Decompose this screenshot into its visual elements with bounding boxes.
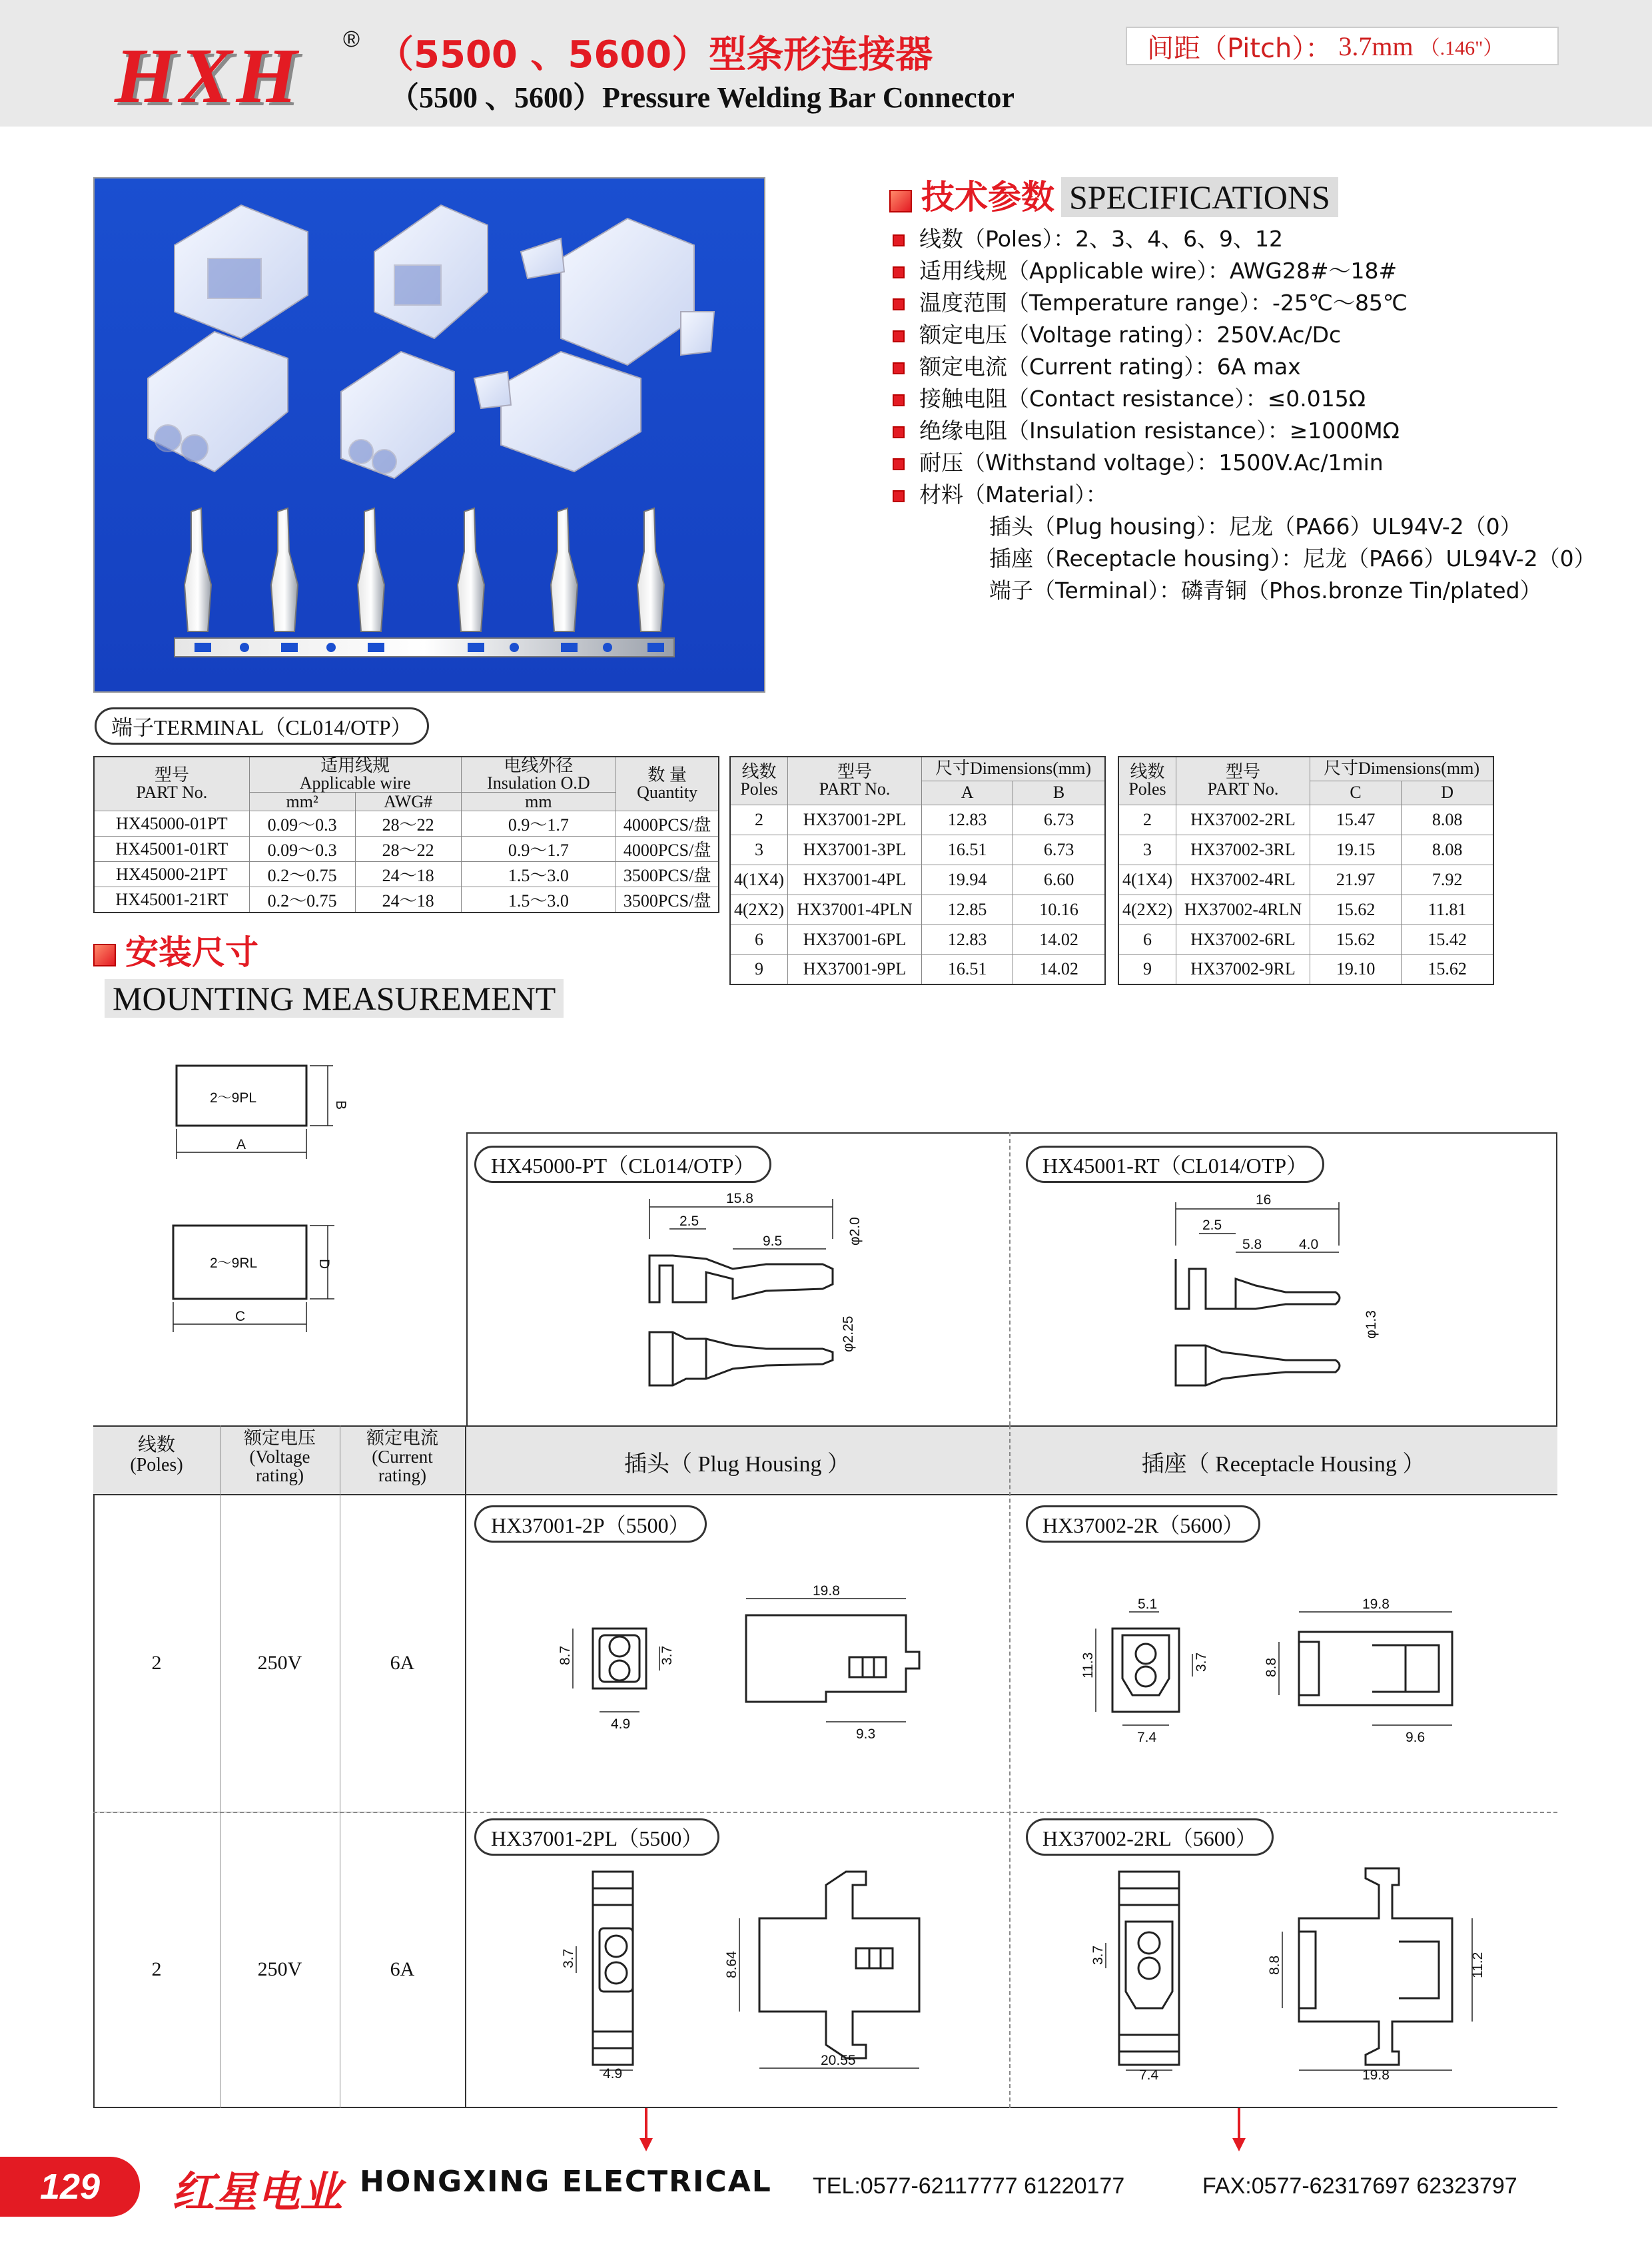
col-c: C (1310, 781, 1402, 805)
table-row: 2 HX37002-2RL 15.47 8.08 (1118, 805, 1493, 835)
dim-text: 4.9 (611, 1716, 631, 1732)
dim-text: 5.1 (1138, 1597, 1158, 1612)
table-row: HX45000-21PT 0.2～0.75 24～18 1.5～3.0 3500PCS/盘 (94, 862, 719, 887)
dim-text: 5.8 (1242, 1237, 1262, 1252)
terminal-drawing-rt (1169, 1186, 1422, 1412)
dim-text: 15.8 (726, 1191, 753, 1206)
plug-dimension-table (729, 756, 1106, 985)
bullet-icon (893, 362, 905, 374)
dim-text: 8.7 (558, 1645, 573, 1665)
table-row: HX45000-01PT 0.09～0.3 28～22 0.9～1.7 4000PCS/盘 (94, 811, 719, 837)
row1-voltage: 250V (257, 1652, 302, 1674)
spec-item: 额定电压（Voltage rating）：250V.Ac/Dc (893, 319, 1596, 351)
mounting-title-en: MOUNTING MEASUREMENT (105, 979, 564, 1018)
mount-box-plug-label: 2～9PL (210, 1090, 257, 1106)
mounting-title-cn: 安装尺寸 (93, 926, 258, 974)
mounting-diagram (160, 1059, 360, 1339)
col-part: 型号 PART No. (788, 757, 922, 805)
bullet-icon (893, 426, 905, 438)
terminal-drawing-label-right: HX45001-RT（CL014/OTP） (1026, 1146, 1324, 1183)
dim-text: 19.8 (1362, 1597, 1390, 1612)
specifications-title (889, 171, 1338, 218)
table-row: 2 HX37001-2PL 12.83 6.73 (730, 805, 1105, 835)
col-qty: 数 量 Quantity (616, 757, 719, 811)
col-od: 电线外径 Insulation O.D (461, 757, 616, 793)
dim-text: φ1.3 (1364, 1310, 1379, 1339)
table-row: 9 HX37002-9RL 19.10 15.62 (1118, 954, 1493, 984)
material-item: 插座（Receptacle housing）：尼龙（PA66）UL94V-2（0） (989, 546, 1596, 571)
dim-text: 3.7 (659, 1645, 675, 1665)
bullet-icon (893, 394, 905, 406)
dim-text: 9.5 (763, 1234, 783, 1249)
dim-text: 7.4 (1137, 1730, 1157, 1745)
receptacle-drawing-2rl (1079, 1858, 1539, 2085)
row2-plug-label: HX37001-2PL（5500） (474, 1818, 719, 1856)
col-mm2: mm² (249, 793, 355, 811)
terminal-drawing-pt (633, 1186, 886, 1412)
title-chinese: （5500 、5600）型条形连接器 (376, 33, 933, 77)
terminal-drawing-label-left: HX45000-PT（CL014/OTP） (474, 1146, 771, 1183)
dim-text: 2.5 (679, 1214, 699, 1229)
col-divider (465, 1425, 466, 2108)
col-part: 型号 PART No. (1176, 757, 1310, 805)
registered-mark: ® (343, 27, 360, 52)
dim-text: 3.7 (1090, 1945, 1106, 1965)
table-row: 4(2X2) HX37001-4PLN 12.85 10.16 (730, 895, 1105, 925)
col-divider (1009, 1425, 1011, 2108)
bullet-square-icon (93, 944, 116, 966)
receptacle-dimension-table (1118, 756, 1494, 985)
row1-current: 6A (390, 1652, 415, 1674)
table-row: 3 HX37001-3PL 16.51 6.73 (730, 835, 1105, 865)
bullet-icon (893, 458, 905, 470)
header-poles: 线数 (Poles) (130, 1435, 183, 1475)
mount-dim-b: B (333, 1100, 348, 1110)
table-row: 9 HX37001-9PL 16.51 14.02 (730, 954, 1105, 984)
header-plug-housing: 插头（ Plug Housing ） (623, 1452, 851, 1477)
pitch-value: 3.7mm (1338, 31, 1414, 61)
spec-item: 材料（Material）： (893, 479, 1596, 511)
pitch-box (1126, 27, 1559, 65)
col-poles: 线数 Poles (730, 757, 788, 805)
dim-text: 2.5 (1202, 1218, 1222, 1233)
dim-text: 8.8 (1264, 1657, 1279, 1677)
col-dimensions: 尺寸Dimensions(mm) (922, 757, 1106, 781)
row1-plug-label: HX37001-2P（5500） (474, 1505, 707, 1543)
row2-poles: 2 (151, 1958, 162, 1980)
arrow-down-icon (1229, 2108, 1249, 2155)
spec-item: 接触电阻（Contact resistance）：≤0.015Ω (893, 383, 1596, 415)
mount-dim-a: A (236, 1137, 246, 1152)
col-poles: 线数 Poles (1118, 757, 1176, 805)
brand-logo: HXH (115, 32, 302, 119)
col-awg: AWG# (355, 793, 461, 811)
col-d: D (1402, 781, 1493, 805)
bullet-icon (893, 298, 905, 310)
dim-text: 4.0 (1299, 1237, 1319, 1252)
dim-text: 3.7 (561, 1948, 576, 1968)
spec-item: 额定电流（Current rating）：6A max (893, 351, 1596, 383)
dim-text: φ2.0 (847, 1217, 863, 1246)
dim-text: 11.3 (1080, 1652, 1096, 1679)
spec-title-en: SPECIFICATIONS (1061, 177, 1338, 217)
mount-dim-c: C (235, 1309, 246, 1324)
terminal-table (93, 756, 719, 913)
row1-receptacle-label: HX37002-2R（5600） (1026, 1505, 1260, 1543)
bullet-icon (893, 266, 905, 278)
row2-voltage: 250V (257, 1958, 302, 1980)
spec-item: 线数（Poles）：2、3、4、6、9、12 (893, 223, 1596, 255)
dim-text: 19.8 (1362, 2067, 1390, 2083)
header-current: 额定电流 (Current rating) (366, 1428, 438, 1485)
spec-item: 适用线规（Applicable wire）：AWG28#～18# (893, 255, 1596, 287)
col-b: B (1013, 781, 1105, 805)
company-name-cn: 红星电业 (172, 2168, 342, 2217)
connector-photo-illustration (95, 179, 764, 691)
specifications-list (893, 223, 1596, 607)
dim-text: 7.4 (1139, 2067, 1159, 2083)
table-row: 6 HX37002-6RL 15.62 15.42 (1118, 925, 1493, 954)
fax: FAX:0577-62317697 62323797 (1202, 2173, 1517, 2199)
terminal-label: 端子TERMINAL（CL014/OTP） (95, 707, 429, 745)
dim-text: 8.64 (724, 1951, 739, 1978)
bullet-icon (893, 490, 905, 502)
row1-poles: 2 (151, 1652, 162, 1674)
telephone: TEL:0577-62117777 61220177 (813, 2173, 1125, 2199)
company-name-en: HONGXING ELECTRICAL (360, 2165, 772, 2199)
drawing-divider (1009, 1132, 1011, 1425)
pitch-inch: （.146"） (1420, 37, 1503, 59)
spec-item: 耐压（Withstand voltage）：1500V.Ac/1min (893, 447, 1596, 479)
page-number: 129 (0, 2157, 140, 2217)
dim-text: 16 (1256, 1192, 1272, 1208)
dim-text: 4.9 (603, 2066, 623, 2081)
col-od-unit: mm (461, 793, 616, 811)
arrow-down-icon (636, 2108, 656, 2155)
dim-text: 20.55 (821, 2053, 856, 2068)
dim-text: 9.6 (1406, 1730, 1426, 1745)
row2-current: 6A (390, 1958, 415, 1980)
bullet-square-icon (889, 190, 912, 212)
plug-drawing-2p (546, 1585, 999, 1745)
dim-text: 19.8 (813, 1585, 840, 1599)
product-photo (93, 177, 765, 693)
dim-text: φ2.25 (841, 1315, 856, 1352)
header-receptacle-housing: 插座（ Receptacle Housing ） (1141, 1452, 1426, 1477)
material-item: 插头（Plug housing）：尼龙（PA66）UL94V-2（0） (989, 514, 1522, 540)
spec-item: 温度范围（Temperature range）：-25℃～85℃ (893, 287, 1596, 319)
table-row: HX45001-21RT 0.2～0.75 24～18 1.5～3.0 3500PCS/盘 (94, 887, 719, 913)
table-row: 3 HX37002-3RL 19.15 8.08 (1118, 835, 1493, 865)
bullet-icon (893, 234, 905, 246)
col-wire: 适用线规 Applicable wire (249, 757, 461, 793)
mount-dim-d: D (316, 1259, 332, 1270)
spec-item: 绝缘电阻（Insulation resistance）：≥1000MΩ (893, 415, 1596, 447)
receptacle-drawing-2r (1079, 1585, 1539, 1758)
col-dimensions: 尺寸Dimensions(mm) (1310, 757, 1494, 781)
table-row: 6 HX37001-6PL 12.83 14.02 (730, 925, 1105, 954)
header-voltage: 额定电压 (Voltage rating) (244, 1428, 316, 1485)
material-item: 端子（Terminal）：磷青铜（Phos.bronze Tin/plated） (989, 577, 1542, 603)
table-row: HX45001-01RT 0.09～0.3 28～22 0.9～1.7 4000PCS/盘 (94, 837, 719, 862)
row2-receptacle-label: HX37002-2RL（5600） (1026, 1818, 1274, 1856)
dim-text: 11.2 (1470, 1952, 1485, 1978)
dim-text: 3.7 (1194, 1652, 1209, 1672)
table-row: 4(2X2) HX37002-4RLN 15.62 11.81 (1118, 895, 1493, 925)
dim-text: 9.3 (856, 1726, 876, 1742)
col-part: 型号 PART No. (94, 757, 249, 811)
plug-drawing-2pl (546, 1858, 999, 2085)
bullet-icon (893, 330, 905, 342)
col-a: A (922, 781, 1013, 805)
table-row: 4(1X4) HX37002-4RL 21.97 7.92 (1118, 865, 1493, 895)
mount-box-receptacle-label: 2～9RL (210, 1256, 258, 1271)
table-row: 4(1X4) HX37001-4PL 19.94 6.60 (730, 865, 1105, 895)
pitch-label: 间距（Pitch）： (1147, 33, 1332, 64)
dim-text: 8.8 (1267, 1955, 1282, 1975)
title-english: （5500 、5600）Pressure Welding Bar Connector (390, 81, 1015, 114)
spec-title-cn: 技术参数 (921, 178, 1054, 216)
